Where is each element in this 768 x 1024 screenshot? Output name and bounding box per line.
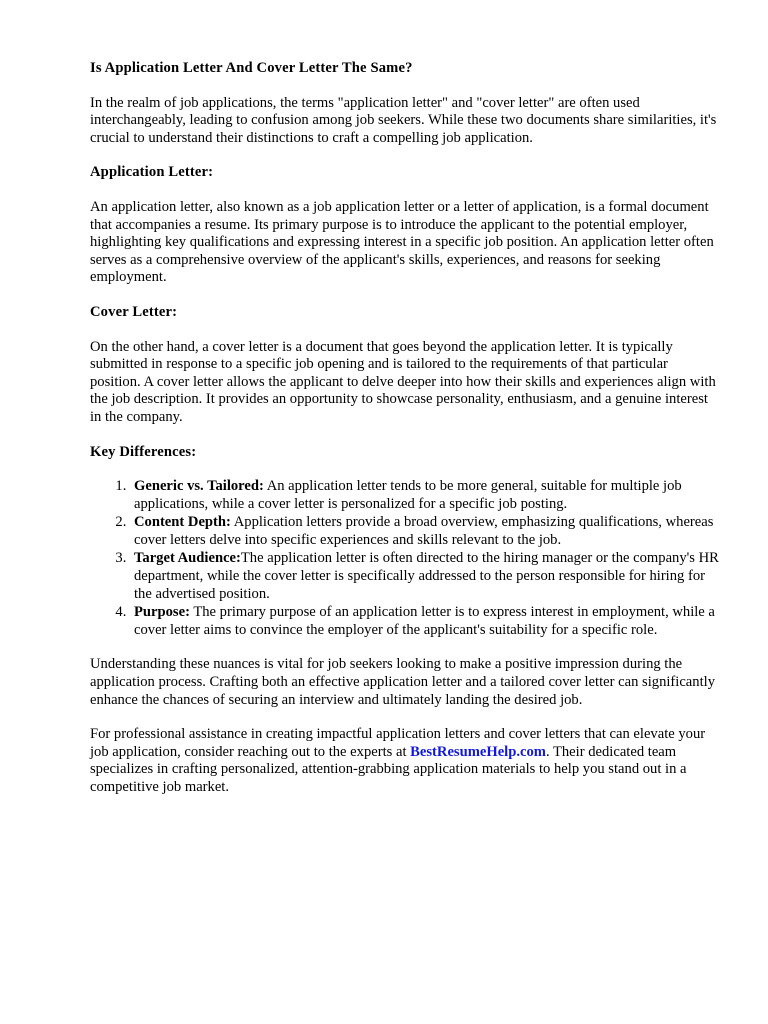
closing-paragraph: Understanding these nuances is vital for job seekers looking to make a positive impression during the application process. Crafting both an effective application letter and a tailored cover letter can significantly enhance the chances of securing an interview and ultimately landing the desired job.	[90, 656, 715, 708]
list-item-lead-in: Generic vs. Tailored:	[134, 478, 264, 495]
section-paragraph-cover-letter: On the other hand, a cover letter is a document that goes beyond the application letter. It is typically submitted in response to a specific job opening and is tailored to the requirements of that particular position. A cover letter allows the applicant to delve deeper into how their skills and experiences align with the job description. It provides an opportunity to showcase personality, enthusiasm, and a genuine interest in the company.	[90, 338, 716, 425]
document-body	[90, 60, 722, 797]
list-item-text: An application letter tends to be more general, suitable for multiple job applications, while a cover letter is personalized for a specific job posting.	[134, 478, 682, 512]
list-item	[130, 550, 722, 603]
section-paragraph-application-letter: An application letter, also known as a job application letter or a letter of application, is a formal document that accompanies a resume. Its primary purpose is to introduce the applicant to the potential employer, highlighting key qualifications and expressing interest in a specific job position. An application letter often serves as a comprehensive overview of the applicant's skills, experiences, and reasons for seeking employment.	[90, 198, 714, 286]
list-item	[130, 514, 722, 549]
list-item-lead-in: Content Depth:	[134, 514, 231, 531]
section-heading-key-differences: Key Differences:	[90, 443, 197, 460]
list-item	[130, 604, 722, 639]
key-differences-list	[90, 478, 722, 639]
list-item-lead-in: Target Audience:	[134, 550, 241, 567]
promo-text-before-link: For professional assistance in creating impactful application letters and cover letters that can elevate your job application, consider reaching out to the experts at	[90, 726, 706, 760]
promo-paragraph	[90, 726, 722, 796]
promo-text-after-link: . Their dedicated team specializes in crafting personalized, attention-grabbing application materials to help you stand out in a competitive job market.	[90, 743, 687, 795]
intro-paragraph: In the realm of job applications, the terms "application letter" and "cover letter" are often used interchangeably, leading to confusion among job seekers. While these two documents share similarities, it's crucial to understand their distinctions to craft a compelling job application.	[90, 94, 717, 146]
section-heading-cover-letter: Cover Letter:	[90, 303, 178, 320]
page-title: Is Application Letter And Cover Letter The Same?	[90, 60, 413, 76]
list-item-lead-in: Purpose:	[134, 604, 190, 621]
list-item-text: The primary purpose of an application letter is to express interest in employment, while a cover letter aims to convince the employer of the applicant's suitability for a specific role.	[134, 604, 715, 638]
best-resume-help-link[interactable]: BestResumeHelp.com	[410, 743, 546, 760]
list-item-text: Application letters provide a broad overview, emphasizing qualifications, whereas cover letters delve into specific experiences and skills relevant to the job.	[134, 514, 714, 548]
list-item	[130, 478, 722, 513]
list-item-text: The application letter is often directed to the hiring manager or the company's HR department, while the cover letter is specifically addressed to the person responsible for hiring for the advertised position.	[134, 550, 719, 602]
section-heading-application-letter: Application Letter:	[90, 164, 214, 181]
